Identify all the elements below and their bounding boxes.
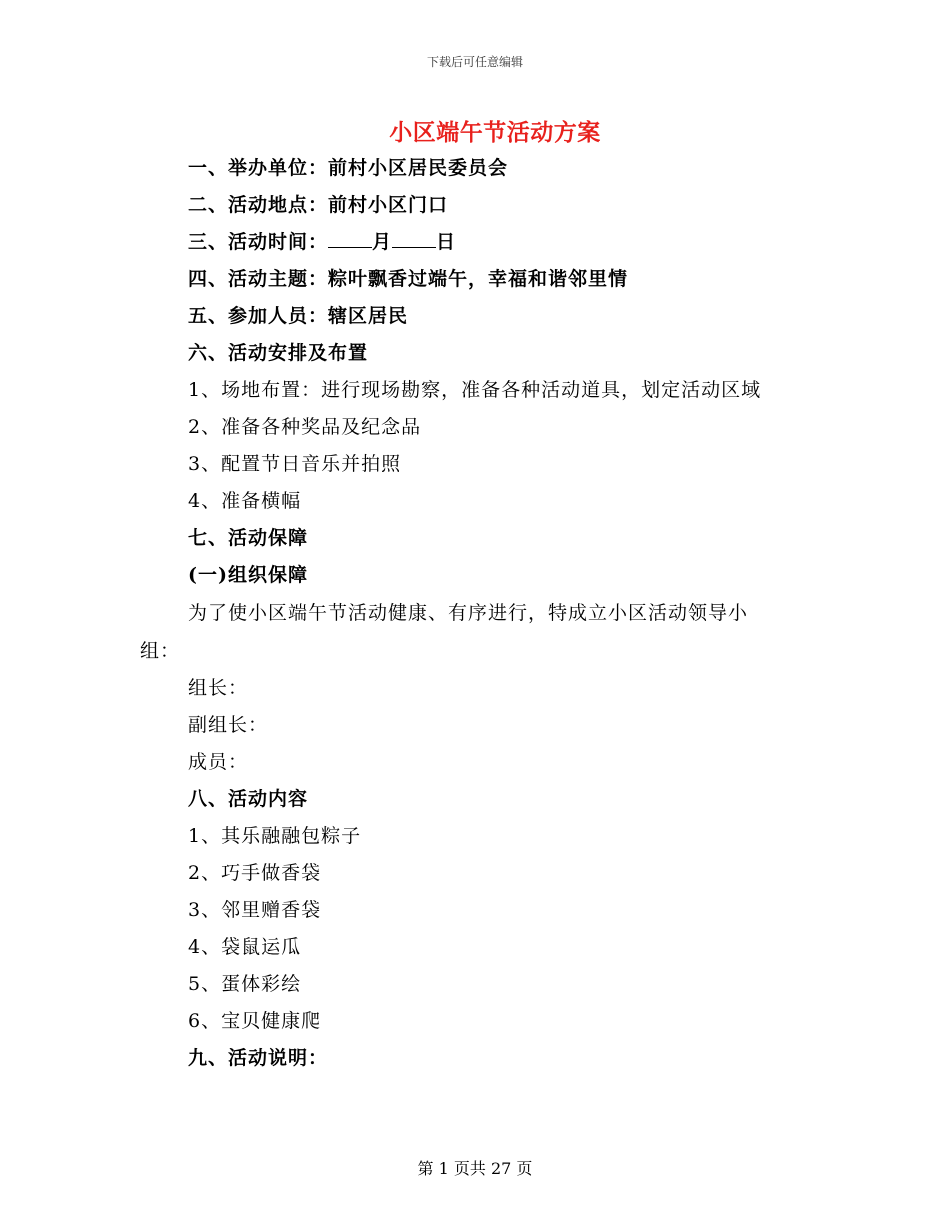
arrangement-item-3: 3、配置节日音乐并拍照 <box>188 453 402 475</box>
arrangement-item-2: 2、准备各种奖品及纪念品 <box>188 416 422 438</box>
month-label: 月 <box>372 231 393 253</box>
guarantee-heading: 七、活动保障 <box>188 527 309 549</box>
day-label: 日 <box>436 231 457 253</box>
content-item-4: 4、袋鼠运瓜 <box>188 936 302 958</box>
page-number: 第 1 页共 27 页 <box>417 1159 533 1178</box>
arrangement-heading: 六、活动安排及布置 <box>188 342 369 364</box>
time-line <box>188 229 456 255</box>
content-item-3: 3、邻里赠香袋 <box>188 899 322 921</box>
day-blank <box>392 229 436 248</box>
participants-line: 五、参加人员：辖区居民 <box>188 305 409 327</box>
arrangement-item-4: 4、准备横幅 <box>188 490 302 512</box>
content-heading: 八、活动内容 <box>188 788 309 810</box>
content-item-5: 5、蛋体彩绘 <box>188 973 302 995</box>
organizer-line: 一、举办单位：前村小区居民委员会 <box>188 157 509 179</box>
paragraph-line-1: 为了使小区端午节活动健康、有序进行，特成立小区活动领导小 <box>188 602 749 624</box>
org-guarantee-subheading: (一)组织保障 <box>188 564 308 586</box>
content-item-2: 2、巧手做香袋 <box>188 862 322 884</box>
content-item-6: 6、宝贝健康爬 <box>188 1010 322 1032</box>
notes-heading: 九、活动说明： <box>188 1047 329 1069</box>
location-line: 二、活动地点：前村小区门口 <box>188 194 449 216</box>
members-line: 成员： <box>188 751 249 773</box>
page-header-note: 下载后可任意编辑 <box>426 55 523 69</box>
leader-line: 组长： <box>188 677 249 699</box>
paragraph-line-2: 组： <box>140 640 181 662</box>
content-item-1: 1、其乐融融包粽子 <box>188 825 362 847</box>
document-title: 小区端午节活动方案 <box>389 119 601 146</box>
time-label: 三、活动时间： <box>188 231 329 253</box>
theme-line: 四、活动主题：粽叶飘香过端午，幸福和谐邻里情 <box>188 268 629 290</box>
month-blank <box>328 229 372 248</box>
vice-leader-line: 副组长： <box>188 714 269 736</box>
arrangement-item-1: 1、场地布置：进行现场勘察，准备各种活动道具，划定活动区域 <box>188 379 762 401</box>
